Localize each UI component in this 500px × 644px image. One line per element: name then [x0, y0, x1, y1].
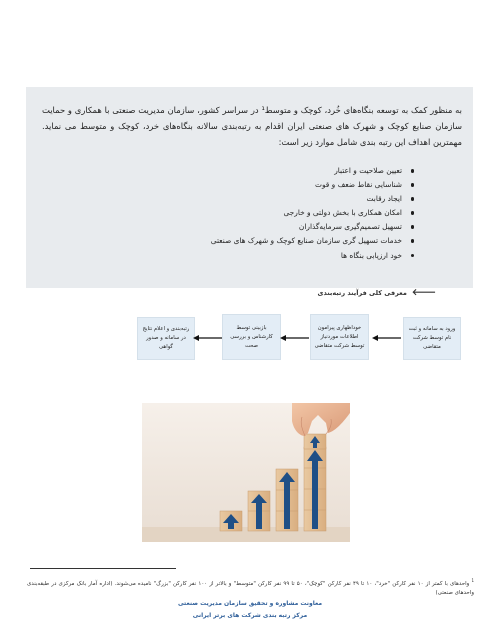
- process-step-ranking: رتبه‌بندی و اعلام نتایج در سامانه و صدور گواهی: [137, 317, 195, 360]
- goal-item: تعیین صلاحیت و اعتبار: [211, 164, 414, 178]
- top-block-held: [304, 434, 326, 449]
- arrow-left-icon: 🡐: [411, 288, 436, 298]
- footnote-text: واحدهای با کمتر از ۱۰ نفر کارکن "خرد"، ۱۰ تا ۴۹ نفر کارکن "کوچک"، ۵۰ تا ۹۹ نفر کارکن "متوسط" و بالاتر از ۱۰۰ نفر کارکن "بزرگ" نامیده می‌شوند. (اداره آمار بانک مرکزی در طبقه‌بندی واحدهای صنعتی): [27, 580, 474, 596]
- footer-center: مرکز رتبه بندی شرکت های برتر ایرانی: [192, 612, 308, 619]
- block-column-1: [220, 511, 242, 531]
- block-column-3: [276, 469, 298, 531]
- footnote: [27, 576, 474, 598]
- arrow-left-icon: [372, 334, 402, 342]
- process-step-review: بازبینی توسط کارشناس و بررسی صحت: [222, 314, 281, 360]
- footnote-mark: 1: [471, 578, 475, 583]
- block-column-4: [304, 447, 326, 531]
- process-step-register: ورود به سامانه و ثبت نام توسط شرکت متقاضی: [403, 317, 461, 360]
- goal-item: خدمات تسهیل گری سازمان صنایع کوچک و شهرک های صنعتی: [211, 234, 414, 248]
- arrow-left-icon: [193, 334, 223, 342]
- goal-item: خود ارزیابی بنگاه ها: [211, 249, 414, 263]
- arrow-left-icon: [280, 334, 310, 342]
- process-flow: [41, 314, 461, 360]
- goal-item: ایجاد رقابت: [211, 192, 414, 206]
- goal-item: امکان همکاری با بخش دولتی و خارجی: [211, 206, 414, 220]
- process-heading-text: معرفی کلی فرآیند رتبه‌بندی: [317, 288, 407, 297]
- block-column-2: [248, 491, 270, 531]
- footnote-divider: [30, 568, 176, 569]
- goals-list: [211, 164, 414, 263]
- intro-paragraph: به منظور کمک به توسعه بنگاه‌های خُرد، کوچک و متوسط¹ در سراسر کشور، سازمان مدیریت صنعتی با همکاری و حمایت سازمان صنایع کوچک و شهرک های صنعتی ایران اقدام به رتبه‌بندی سالانه بنگاه‌های خرد، کوچک و متوسط می نماید. مهمترین اهداف این رتبه بندی شامل موارد زیر است:: [42, 105, 462, 147]
- goal-item: تسهیل تصمیم‌گیری سرمایه‌گذاران: [211, 220, 414, 234]
- footer-organization: معاونت مشاوره و تحقیق سازمان مدیریت صنعتی: [177, 600, 323, 607]
- process-step-self-declaration: خوداظهاری پیرامون اطلاعات موردنیاز توسط شرکت متقاضی: [310, 314, 369, 360]
- goal-item: شناسایی نقاط ضعف و قوت: [211, 178, 414, 192]
- growth-blocks-photo: [142, 403, 350, 542]
- process-heading: [318, 287, 436, 298]
